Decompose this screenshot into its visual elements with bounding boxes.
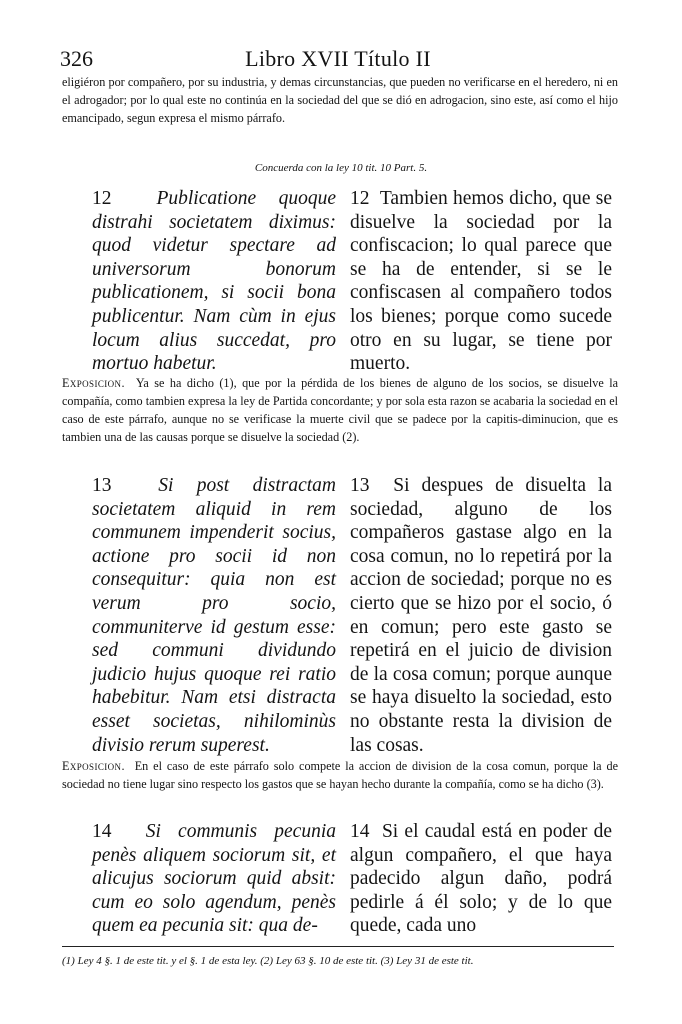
latin-paragraph-12	[92, 187, 336, 376]
paragraph-number: 12	[92, 188, 112, 209]
spanish-paragraph-13	[350, 474, 612, 757]
latin-paragraph-14	[92, 820, 336, 938]
paragraph-number: 13	[92, 475, 112, 496]
paragraph-number: 14	[92, 821, 112, 842]
concordance-note: Concuerda con la ley 10 tit. 10 Part. 5.	[254, 162, 428, 174]
spanish-text: Si despues de disuelta la sociedad, alguno de los compañeros gastase algo en la cosa comun, no lo repetirá por la accion de sociedad; porque no es cierto que se hizo por el socio, ó en comun; pero este gasto se repetirá en el juicio de division de la cosa comun; porque aunque se haya disuelto la sociedad, esto no obstante resta la division de las cosas.	[350, 475, 612, 756]
paragraph-number: 12	[350, 188, 370, 209]
spanish-paragraph-12	[350, 187, 612, 376]
paragraph-number: 13	[350, 475, 370, 496]
exposition-text: En el caso de este párrafo solo compete la accion de division de la cosa comun, porque la de sociedad no tiene lugar sino respecto los gastos que se hayan hecho durante la compañía, como se ha dicho (3).	[62, 759, 618, 791]
intro-paragraph: eligiéron por compañero, por su industria, y demas circunstancias, que pueden no verificarse en el heredero, ni en el adrogador; por lo qual este no continúa en la sociedad del que se dió en adrogacion, sino este, así como el hijo emancipado, segun expresa el mismo párrafo.	[62, 75, 618, 125]
footnote-rule	[62, 946, 614, 947]
exposition-text: Ya se ha dicho (1), que por la pérdida de los bienes de alguno de los socios, se disuelve la compañía, como tambien expresa la ley de Partida concordante; y por sola esta razon se acabaria la sociedad en el caso de este párrafo, aunque no se verificase la muerte civil que se padece por la capitis-diminucion, que es tambien una de las causas porque se disuelve la sociedad (2).	[62, 376, 618, 444]
latin-text: Si post distractam societatem aliquid in rem communem impenderit socius, actione pro socii id non consequitur: quia non est verum pro socio, communiterve id gestum esse: sed communi dividundo judicio hujus quoque rei ratio habebitur. Nam etsi distracta esset societas, nihilominùs divisio rerum superest.	[92, 475, 336, 756]
exposition-1	[62, 374, 618, 446]
footnotes: (1) Ley 4 §. 1 de este tit. y el §. 1 de esta ley. (2) Ley 63 §. 10 de este tit. (3) Ley 31 de este tit.	[62, 955, 474, 967]
latin-paragraph-13	[92, 474, 336, 757]
page-number: 326	[60, 46, 93, 71]
paragraph-number: 14	[350, 821, 370, 842]
spanish-paragraph-14	[350, 820, 612, 938]
exposition-label: Exposicion.	[62, 759, 125, 773]
spanish-text: Si el caudal está en poder de algun compañero, el que haya padecido algun daño, podrá pedirle á él solo; y de lo que quede, cada uno	[350, 821, 612, 937]
latin-text: Publicatione quoque distrahi societatem diximus: quod videtur spectare ad universorum bonorum publicationem, si socii bona publicentur. Nam cùm in ejus locum alius succedat, pro mortuo habetur.	[92, 188, 336, 375]
spanish-text: Tambien hemos dicho, que se disuelve la sociedad por la confiscacion; lo qual parece que se ha de entender, si se le confiscasen al compañero todos los bienes; porque como sucede otro en su lugar, se tiene por muerto.	[350, 188, 613, 375]
running-head: Libro XVII Título II	[245, 46, 431, 71]
exposition-2	[62, 757, 618, 793]
page-header	[60, 44, 616, 74]
latin-text: Si communis pecunia penès aliquem sociorum sit, et alicujus sociorum quid absit: cum eo solo agendum, penès quem ea pecunia sit: qua de-	[92, 821, 336, 937]
exposition-label: Exposicion.	[62, 376, 125, 390]
